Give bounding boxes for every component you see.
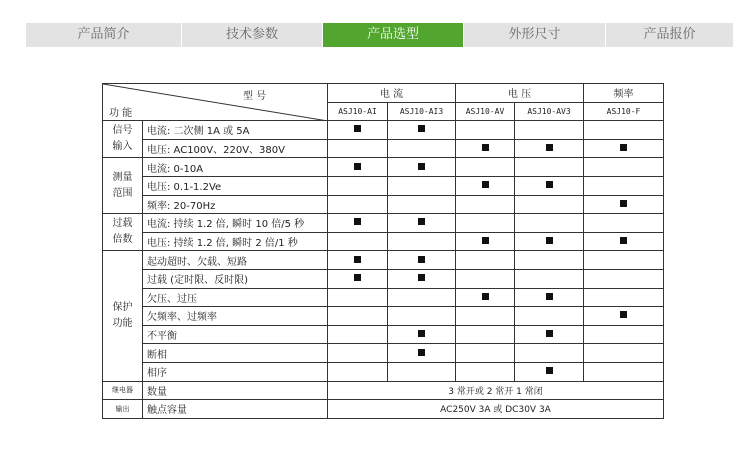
model-support-cell <box>456 214 515 233</box>
model-support-cell <box>515 195 584 214</box>
model-support-cell <box>456 251 515 270</box>
model-support-cell <box>388 307 456 326</box>
supported-square-icon <box>418 125 425 132</box>
row-label: 电流: 持续 1.2 倍, 瞬时 10 倍/5 秒 <box>143 214 328 233</box>
row-label: 电压: AC100V、220V、380V <box>143 139 328 158</box>
supported-square-icon <box>482 293 489 300</box>
model-support-cell <box>515 251 584 270</box>
tab-pricing[interactable]: 产品报价 <box>605 23 733 47</box>
model-header-asj10-ai: ASJ10-AI <box>328 102 388 121</box>
model-support-cell <box>328 269 388 288</box>
supported-square-icon <box>354 163 361 170</box>
row-label: 欠频率、过频率 <box>143 307 328 326</box>
row-label: 数量 <box>143 381 328 400</box>
function-header-label: 功 能 <box>109 108 133 119</box>
supported-square-icon <box>620 311 627 318</box>
model-support-cell <box>456 269 515 288</box>
model-support-cell <box>328 344 388 363</box>
model-support-cell <box>328 288 388 307</box>
model-support-cell <box>388 288 456 307</box>
model-support-cell <box>328 158 388 177</box>
model-support-cell <box>584 307 664 326</box>
table-row <box>103 269 664 288</box>
model-support-cell <box>388 121 456 140</box>
model-support-cell <box>584 251 664 270</box>
model-support-cell <box>515 139 584 158</box>
model-support-cell <box>456 325 515 344</box>
row-label: 过载 (定时限、反时限) <box>143 269 328 288</box>
supported-square-icon <box>482 237 489 244</box>
model-support-cell <box>456 158 515 177</box>
model-support-cell <box>515 307 584 326</box>
supported-square-icon <box>418 330 425 337</box>
row-label: 相序 <box>143 362 328 381</box>
model-support-cell <box>456 176 515 195</box>
table-row <box>103 232 664 251</box>
table-row <box>103 214 664 233</box>
product-tab-bar <box>26 23 733 47</box>
model-support-cell <box>515 269 584 288</box>
model-support-cell <box>584 325 664 344</box>
supported-square-icon <box>620 200 627 207</box>
model-support-cell <box>328 325 388 344</box>
model-support-cell <box>456 139 515 158</box>
table-row <box>103 325 664 344</box>
model-support-cell <box>515 288 584 307</box>
model-support-cell <box>328 214 388 233</box>
supported-square-icon <box>546 293 553 300</box>
supported-square-icon <box>546 367 553 374</box>
row-label: 电流: 0-10A <box>143 158 328 177</box>
model-support-cell <box>328 195 388 214</box>
corner-diagonal-line <box>103 84 328 121</box>
table-row <box>103 251 664 270</box>
model-support-cell <box>584 195 664 214</box>
category-cell: 输出 <box>103 400 143 419</box>
model-support-cell <box>515 362 584 381</box>
model-support-cell <box>584 232 664 251</box>
table-row <box>103 176 664 195</box>
category-cell: 保护 功能 <box>103 251 143 381</box>
selection-table <box>102 83 664 419</box>
model-support-cell <box>515 232 584 251</box>
tab-dimensions[interactable]: 外形尺寸 <box>463 23 605 47</box>
supported-square-icon <box>354 274 361 281</box>
row-label: 不平衡 <box>143 325 328 344</box>
model-support-cell <box>584 121 664 140</box>
supported-square-icon <box>354 218 361 225</box>
supported-square-icon <box>354 125 361 132</box>
row-label: 电压: 0.1-1.2Ve <box>143 176 328 195</box>
model-support-cell <box>515 325 584 344</box>
model-support-cell <box>456 288 515 307</box>
group-current-header: 电 流 <box>328 84 456 103</box>
supported-square-icon <box>620 144 627 151</box>
table-row <box>103 344 664 363</box>
model-support-cell <box>456 195 515 214</box>
table-row <box>103 121 664 140</box>
category-cell: 测量 范围 <box>103 158 143 214</box>
model-support-cell <box>328 232 388 251</box>
model-support-cell <box>515 121 584 140</box>
supported-square-icon <box>418 163 425 170</box>
row-label: 触点容量 <box>143 400 328 419</box>
model-support-cell <box>456 121 515 140</box>
model-support-cell <box>388 269 456 288</box>
model-support-cell <box>515 214 584 233</box>
model-support-cell <box>584 362 664 381</box>
model-support-cell <box>456 362 515 381</box>
row-label: 频率: 20-70Hz <box>143 195 328 214</box>
model-support-cell <box>388 139 456 158</box>
model-support-cell <box>515 176 584 195</box>
model-support-cell <box>515 344 584 363</box>
supported-square-icon <box>546 144 553 151</box>
model-support-cell <box>388 176 456 195</box>
model-support-cell <box>584 288 664 307</box>
model-support-cell <box>388 195 456 214</box>
row-label: 电压: 持续 1.2 倍, 瞬时 2 倍/1 秒 <box>143 232 328 251</box>
model-support-cell <box>328 251 388 270</box>
supported-square-icon <box>418 274 425 281</box>
model-support-cell <box>328 176 388 195</box>
table-row <box>103 362 664 381</box>
supported-square-icon <box>620 237 627 244</box>
table-row <box>103 158 664 177</box>
model-header-asj10-ai3: ASJ10-AI3 <box>388 102 456 121</box>
output-value-cell: 3 常开或 2 常开 1 常闭 <box>328 381 664 400</box>
supported-square-icon <box>418 349 425 356</box>
model-support-cell <box>584 344 664 363</box>
table-row <box>103 195 664 214</box>
category-cell: 继电器 <box>103 381 143 400</box>
model-support-cell <box>388 344 456 363</box>
tab-tech-params[interactable]: 技术参数 <box>181 23 322 47</box>
supported-square-icon <box>546 237 553 244</box>
model-support-cell <box>388 158 456 177</box>
model-header-asj10-f: ASJ10-F <box>584 102 664 121</box>
group-frequency-header: 频率 <box>584 84 664 103</box>
model-support-cell <box>584 139 664 158</box>
model-support-cell <box>388 251 456 270</box>
supported-square-icon <box>482 181 489 188</box>
output-value-cell: AC250V 3A 或 DC30V 3A <box>328 400 664 419</box>
model-support-cell <box>388 214 456 233</box>
row-label: 断相 <box>143 344 328 363</box>
model-support-cell <box>388 362 456 381</box>
model-support-cell <box>328 121 388 140</box>
tab-product-intro[interactable]: 产品简介 <box>26 23 181 47</box>
corner-header-cell <box>103 84 328 121</box>
supported-square-icon <box>354 256 361 263</box>
category-cell: 过载 倍数 <box>103 214 143 251</box>
model-support-cell <box>456 232 515 251</box>
model-support-cell <box>328 362 388 381</box>
table-row <box>103 288 664 307</box>
table-row <box>103 307 664 326</box>
group-voltage-header: 电 压 <box>456 84 584 103</box>
model-header-asj10-av3: ASJ10-AV3 <box>515 102 584 121</box>
tab-product-selection[interactable]: 产品选型 <box>322 23 463 47</box>
model-header-asj10-av: ASJ10-AV <box>456 102 515 121</box>
model-support-cell <box>456 307 515 326</box>
model-support-cell <box>584 269 664 288</box>
supported-square-icon <box>546 330 553 337</box>
model-support-cell <box>584 158 664 177</box>
table-row <box>103 400 664 419</box>
row-label: 欠压、过压 <box>143 288 328 307</box>
supported-square-icon <box>482 144 489 151</box>
model-support-cell <box>456 344 515 363</box>
category-cell: 信号 输入 <box>103 121 143 158</box>
table-row <box>103 381 664 400</box>
model-support-cell <box>515 158 584 177</box>
model-support-cell <box>388 232 456 251</box>
model-support-cell <box>388 325 456 344</box>
model-support-cell <box>584 214 664 233</box>
model-support-cell <box>328 307 388 326</box>
supported-square-icon <box>418 256 425 263</box>
table-row <box>103 139 664 158</box>
row-label: 电流: 二次侧 1A 或 5A <box>143 121 328 140</box>
row-label: 起动超时、欠载、短路 <box>143 251 328 270</box>
model-support-cell <box>328 139 388 158</box>
model-header-label: 型 号 <box>243 91 267 102</box>
supported-square-icon <box>418 218 425 225</box>
supported-square-icon <box>546 181 553 188</box>
model-support-cell <box>584 176 664 195</box>
